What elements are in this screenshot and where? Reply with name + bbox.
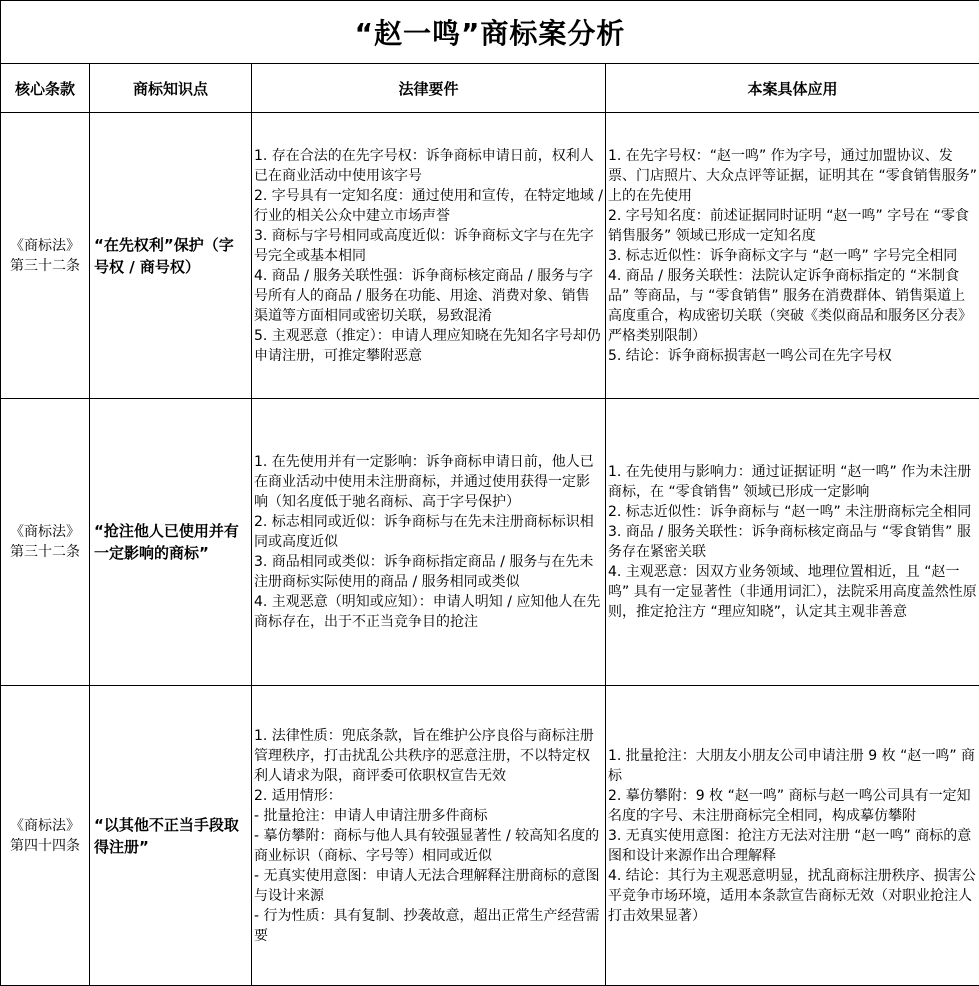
application-cell <box>606 113 979 399</box>
application-item: 3. 无真实使用意图：抢注方无法对注册 “赵一鸣” 商标的意图和设计来源作出合理解释 <box>608 827 972 864</box>
requirements-cell <box>252 399 606 686</box>
core-article-cell <box>1 113 90 399</box>
header-case-application: 本案具体应用 <box>606 64 979 113</box>
article-number: 第三十二条 <box>10 544 80 560</box>
application-item: 2. 标志近似性：诉争商标与 “赵一鸣” 未注册商标完全相同 <box>608 504 972 520</box>
article-law: 《商标法》 <box>10 817 80 834</box>
application-item: 1. 在先字号权：“赵一鸣” 作为字号，通过加盟协议、发票、门店照片、大众点评等证据，证明其在 “零食销售服务” 上的在先使用 <box>608 147 977 204</box>
core-article-cell <box>1 399 90 686</box>
requirement-item: 2. 标志相同或近似：诉争商标与在先未注册商标标识相同或高度近似 <box>254 514 594 550</box>
header-knowledge-point: 商标知识点 <box>90 64 252 113</box>
requirement-item: - 无真实使用意图：申请人无法合理解释注册商标的意图与设计来源 <box>254 867 600 904</box>
requirements-cell <box>252 113 606 399</box>
table-row <box>1 113 979 399</box>
requirement-item: 3. 商品相同或类似：诉争商标指定商品 / 服务与在先未注册商标实际使用的商品 / 服务相同或类似 <box>254 554 594 590</box>
requirement-item: 4. 商品 / 服务关联性强：诉争商标核定商品 / 服务与字号所有人的商品 / 服务在功能、用途、消费对象、销售渠道等方面相同或密切关联，易致混淆 <box>254 267 594 324</box>
application-item: 4. 结论：其行为主观恶意明显，扰乱商标注册秩序、损害公平竞争市场环境，适用本条款宣告商标无效（对职业抢注人打击效果显著） <box>608 867 976 924</box>
requirement-item: 3. 商标与字号相同或高度近似：诉争商标文字与在先字号完全或基本相同 <box>254 227 594 264</box>
application-item: 3. 标志近似性：诉争商标文字与 “赵一鸣” 字号完全相同 <box>608 247 958 264</box>
application-item: 5. 结论：诉争商标损害赵一鸣公司在先字号权 <box>608 347 892 364</box>
article-number: 第三十二条 <box>10 257 80 274</box>
requirement-item: 2. 字号具有一定知名度：通过使用和宣传，在特定地域 / 行业的相关公众中建立市场声誉 <box>254 187 603 224</box>
application-item: 3. 商品 / 服务关联性：诉争商标核定商品与 “零食销售” 服务存在紧密关联 <box>608 524 971 560</box>
header-core-article: 核心条款 <box>1 64 90 113</box>
table-row <box>1 399 979 686</box>
application-item: 2. 字号知名度：前述证据同时证明 “赵一鸣” 字号在 “零食销售服务” 领域已形成一定知名度 <box>608 207 969 244</box>
knowledge-point-cell: “在先权利”保护（字号权 / 商号权） <box>90 113 252 399</box>
requirement-item: 1. 存在合法的在先字号权：诉争商标申请日前，权利人已在商业活动中使用该字号 <box>254 147 594 184</box>
requirements-cell <box>252 686 606 986</box>
application-cell <box>606 399 979 686</box>
header-legal-requirements: 法律要件 <box>252 64 606 113</box>
knowledge-point-cell: “以其他不正当手段取得注册” <box>90 686 252 986</box>
requirement-item: 5. 主观恶意（推定）：申请人理应知晓在先知名字号却仍申请注册，可推定攀附恶意 <box>254 327 601 364</box>
requirement-item: - 行为性质：具有复制、抄袭故意，超出正常生产经营需要 <box>254 907 600 944</box>
article-law: 《商标法》 <box>10 524 80 540</box>
requirement-item: - 批量抢注：申请人申请注册多件商标 <box>254 807 488 824</box>
table-row <box>1 686 979 986</box>
application-cell <box>606 686 979 986</box>
requirement-item: 2. 适用情形： <box>254 787 342 804</box>
application-item: 1. 批量抢注：大朋友小朋友公司申请注册 9 枚 “赵一鸣” 商标 <box>608 747 976 784</box>
core-article-cell <box>1 686 90 986</box>
table-title: “赵一鸣”商标案分析 <box>1 1 979 64</box>
application-item: 4. 主观恶意：因双方业务领域、地理位置相近，且 “赵一鸣” 具有一定显著性（非通用词汇），法院采用高度盖然性原则，推定抢注方 “理应知晓”，认定其主观非善意 <box>608 564 977 620</box>
knowledge-point-cell: “抢注他人已使用并有一定影响的商标” <box>90 399 252 686</box>
requirement-item: 1. 法律性质：兜底条款，旨在维护公序良俗与商标注册管理秩序，打击扰乱公共秩序的恶意注册，不以特定权利人请求为限，商评委可依职权宣告无效 <box>254 727 594 784</box>
application-item: 4. 商品 / 服务关联性：法院认定诉争商标指定的 “米制食品” 等商品，与 “零食销售” 服务在消费群体、销售渠道上高度重合，构成密切关联（突破《类似商品和服务区分表》严格类别限制） <box>608 267 972 344</box>
article-law: 《商标法》 <box>10 237 80 254</box>
requirement-item: 1. 在先使用并有一定影响：诉争商标申请日前，他人已在商业活动中使用未注册商标，并通过使用获得一定影响（知名度低于驰名商标、高于字号保护） <box>254 454 594 510</box>
requirement-item: 4. 主观恶意（明知或应知）：申请人明知 / 应知他人在先商标存在，出于不正当竞争目的抢注 <box>254 594 601 630</box>
article-number: 第四十四条 <box>10 837 80 854</box>
header-row <box>1 64 979 113</box>
application-item: 1. 在先使用与影响力：通过证据证明 “赵一鸣” 作为未注册商标，在 “零食销售” 领域已形成一定影响 <box>608 464 972 500</box>
application-item: 2. 摹仿攀附：9 枚 “赵一鸣” 商标与赵一鸣公司具有一定知名度的字号、未注册商标完全相同，构成摹仿攀附 <box>608 787 971 824</box>
requirement-item: - 摹仿攀附：商标与他人具有较强显著性 / 较高知名度的商业标识（商标、字号等）相同或近似 <box>254 827 600 864</box>
